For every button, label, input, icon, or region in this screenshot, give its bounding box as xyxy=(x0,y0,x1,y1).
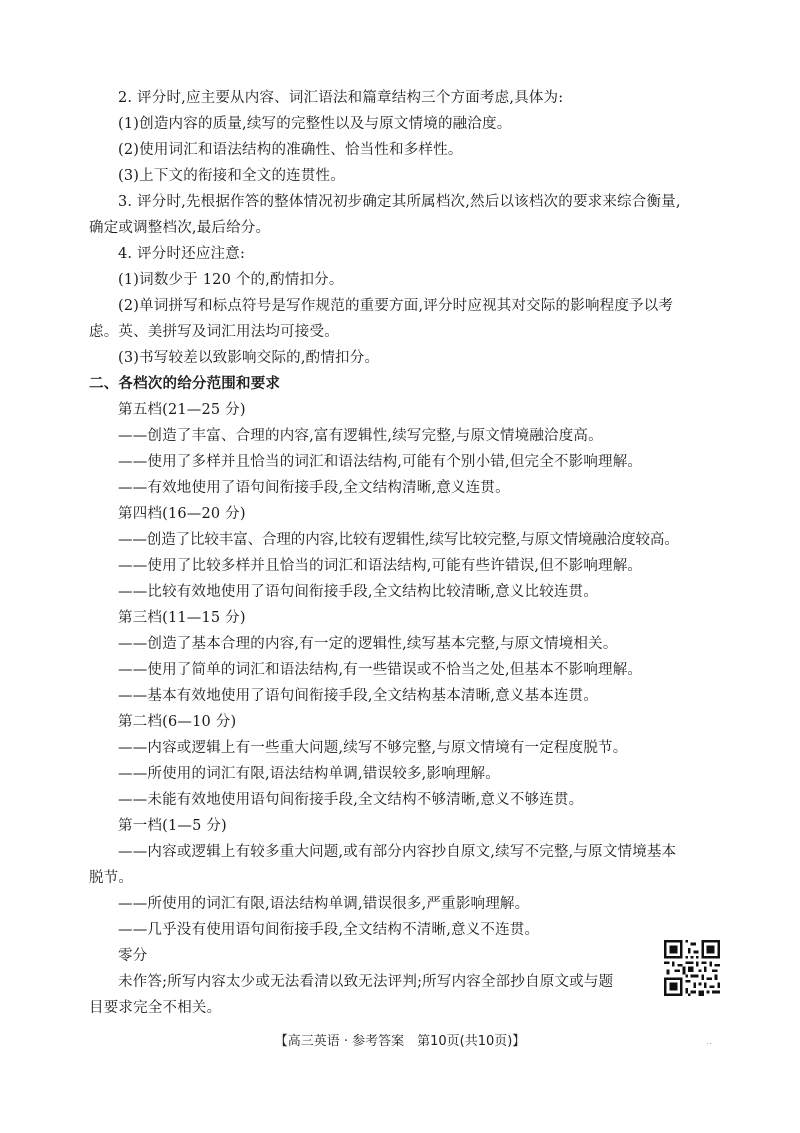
note-4-item-3: (3)书写较差以致影响交际的,酌情扣分。 xyxy=(118,350,380,366)
grade-5-line-1: ——创造了丰富、合理的内容,富有逻辑性,续写完整,与原文情境融洽度高。 xyxy=(118,428,603,444)
grade-3-line-1: ——创造了基本合理的内容,有一定的逻辑性,续写基本完整,与原文情境相关。 xyxy=(118,636,618,652)
note-4: 4. 评分时还应注意: xyxy=(118,246,246,262)
grade-4-line-1: ——创造了比较丰富、合理的内容,比较有逻辑性,续写比较完整,与原文情境融洽度较高。 xyxy=(118,532,679,548)
grade-3-title: 第三档(11—15 分) xyxy=(118,610,246,626)
grade-2-line-1: ——内容或逻辑上有一些重大问题,续写不够完整,与原文情境有一定程度脱节。 xyxy=(118,740,628,756)
grade-2-title: 第二档(6—10 分) xyxy=(118,714,237,730)
note-3-line-1: 3. 评分时,先根据作答的整体情况初步确定其所属档次,然后以该档次的要求来综合衡量, xyxy=(118,194,681,210)
note-2-item-1: (1)创造内容的质量,续写的完整性以及与原文情境的融洽度。 xyxy=(118,116,512,132)
grade-2-line-2: ——所使用的词汇有限,语法结构单调,错误较多,影响理解。 xyxy=(118,766,500,782)
section-title: 二、各档次的给分范围和要求 xyxy=(89,376,281,392)
grade-4-line-2: ——使用了比较多样并且恰当的词汇和语法结构,可能有些许错误,但不影响理解。 xyxy=(118,558,643,574)
grade-4-line-3: ——比较有效地使用了语句间衔接手段,全文结构比较清晰,意义比较连贯。 xyxy=(118,584,599,600)
qr-code-icon xyxy=(664,940,720,996)
grade-2-line-3: ——未能有效地使用语句间衔接手段,全文结构不够清晰,意义不够连贯。 xyxy=(118,792,584,808)
note-4-item-2-line-2: 虑。英、美拼写及词汇用法均可接受。 xyxy=(89,324,339,340)
note-4-item-1: (1)词数少于 120 个的,酌情扣分。 xyxy=(118,272,344,288)
grade-1-title: 第一档(1—5 分) xyxy=(118,818,227,834)
note-2: 2. 评分时,应主要从内容、词汇语法和篇章结构三个方面考虑,具体为: xyxy=(118,90,564,106)
grade-1-line-2: ——所使用的词汇有限,语法结构单调,错误很多,严重影响理解。 xyxy=(118,896,530,912)
grade-5-line-2: ——使用了多样并且恰当的词汇和语法结构,可能有个别小错,但完全不影响理解。 xyxy=(118,454,643,470)
note-2-item-3: (3)上下文的衔接和全文的连贯性。 xyxy=(118,168,345,184)
grade-0-title: 零分 xyxy=(118,948,148,964)
grade-0-line-2: 目要求完全不相关。 xyxy=(89,1000,222,1016)
grade-1-line-1b: 脱节。 xyxy=(89,870,134,886)
note-4-item-2-line-1: (2)单词拼写和标点符号是写作规范的重要方面,评分时应视其对交际的影响程度予以考 xyxy=(118,298,674,314)
grade-1-line-3: ——几乎没有使用语句间衔接手段,全文结构不清晰,意义不连贯。 xyxy=(118,922,540,938)
page-footer: 【高三英语 · 参考答案 第10页(共10页)】 xyxy=(274,1034,526,1049)
grade-5-line-3: ——有效地使用了语句间衔接手段,全文结构清晰,意义连贯。 xyxy=(118,480,510,496)
footer-dots: .. xyxy=(706,1036,713,1047)
note-3-line-2: 确定或调整档次,最后给分。 xyxy=(89,220,271,236)
grade-1-line-1a: ——内容或逻辑上有较多重大问题,或有部分内容抄自原文,续写不完整,与原文情境基本 xyxy=(118,844,677,860)
grade-3-line-2: ——使用了简单的词汇和语法结构,有一些错误或不恰当之处,但基本不影响理解。 xyxy=(118,662,643,678)
note-2-item-2: (2)使用词汇和语法结构的准确性、恰当性和多样性。 xyxy=(118,142,463,158)
grade-4-title: 第四档(16—20 分) xyxy=(118,506,246,522)
grade-0-line-1: 未作答;所写内容太少或无法看清以致无法评判;所写内容全部抄自原文或与题 xyxy=(118,974,614,990)
grade-3-line-3: ——基本有效地使用了语句间衔接手段,全文结构基本清晰,意义基本连贯。 xyxy=(118,688,599,704)
grade-5-title: 第五档(21—25 分) xyxy=(118,402,246,418)
